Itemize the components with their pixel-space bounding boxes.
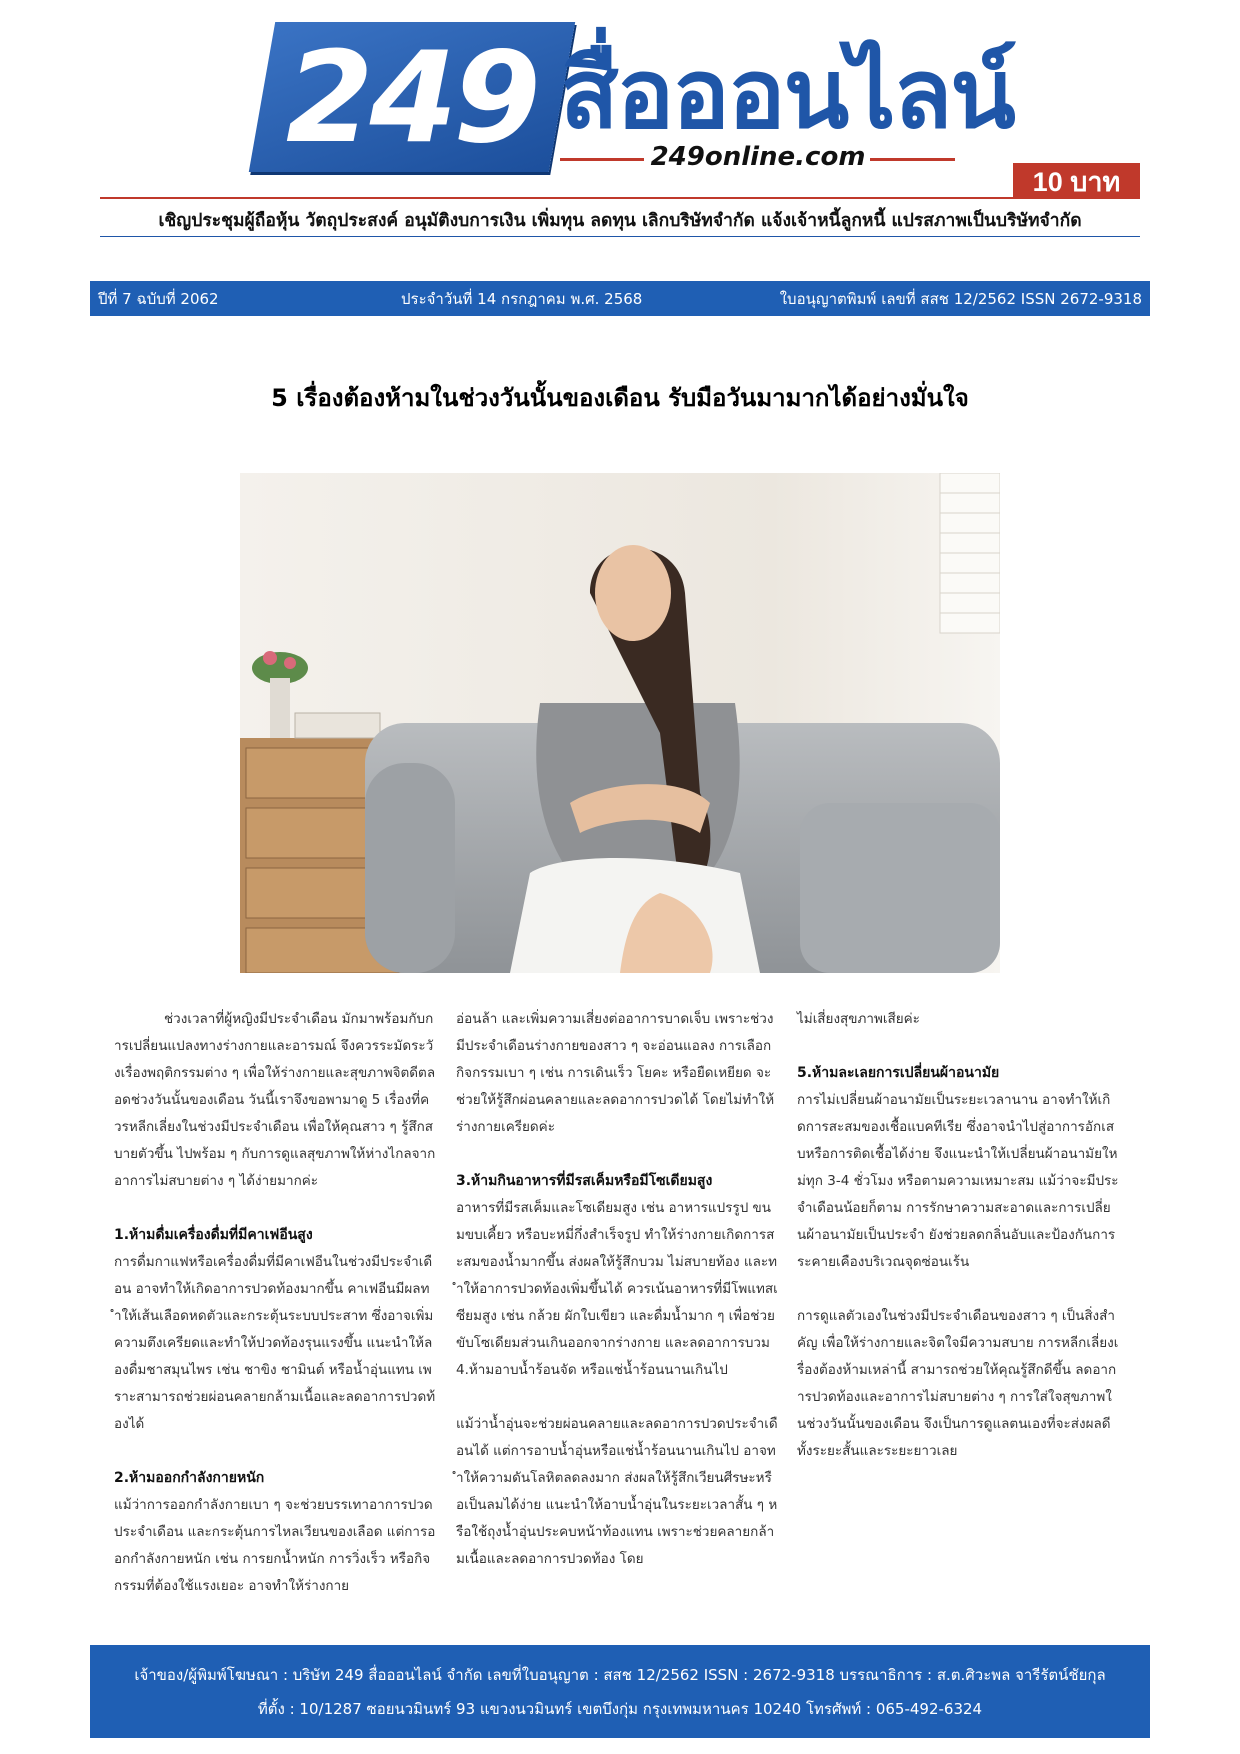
- masthead-tagline: เชิญประชุมผู้ถือหุ้น วัตถุประสงค์ อนุมัติงบการเงิน เพิ่มทุน ลดทุน เลิกบริษัทจำกัด แจ้งเจ้าหนี้ลูกหนี้ แปรสภาพเป็นบริษัทจำกัด: [158, 211, 1082, 231]
- section-heading-5: 5.ห้ามละเลยการเปลี่ยนผ้าอนามัย: [797, 1065, 1000, 1081]
- logo-rule-right: [870, 158, 955, 161]
- logo-rule-left: [560, 158, 644, 161]
- footer-address-line: ที่ตั้ง : 10/1287 ซอยนวมินทร์ 93 แขวงนวมินทร์ เขตบึงกุ่ม กรุงเทพมหานคร 10240 โทรศัพท์ : 065-492-6324: [257, 1699, 983, 1718]
- issue-number: ปีที่ 7 ฉบับที่ 2062: [98, 289, 219, 308]
- article-conclusion: การดูแลตัวเองในช่วงมีประจำเดือนของสาว ๆ เป็นสิ่งสำคัญ เพื่อให้ร่างกายและจิตใจมีความสบาย การหลีกเลี่ยงเรื่องต้องห้ามเหล่านี้ สามารถช่วยให้คุณรู้สึกดีขึ้น ลดอาการปวดท้องและอาการไม่สบายต่าง ๆ การใส่ใจสุขภาพในช่วงวันนั้นของเดือน จึงเป็นการดูแลตนเองที่จะส่งผลดีทั้งระยะสั้นและระยะยาวเลย: [797, 1308, 1119, 1459]
- section-heading-3: 3.ห้ามกินอาหารที่มีรสเค็มหรือมีโซเดียมสูง: [456, 1173, 713, 1189]
- article-headline: 5 เรื่องต้องห้ามในช่วงวันนั้นของเดือน รับมือวันมามากได้อย่างมั่นใจ: [271, 384, 969, 412]
- article-intro: ช่วงเวลาที่ผู้หญิงมีประจำเดือน มักมาพร้อมกับการเปลี่ยนแปลงทางร่างกายและอารมณ์ จึงควรระมัดระวังเรื่องพฤติกรรมต่าง ๆ เพื่อให้ร่างกายและสุขภาพจิตดีตลอดช่วงวันนั้นของเดือน วันนี้เราจึงขอพามาดู 5 เรื่องที่ควรหลีกเลี่ยงในช่วงมีประจำเดือน เพื่อให้คุณสาว ๆ รู้สึกสบายตัวขึ้น ไปพร้อม ๆ กับการดูแลสุขภาพให้ห่างไกลจากอาการไม่สบายต่าง ๆ ได้ง่ายมากค่ะ: [114, 1011, 436, 1189]
- section-body-2-cont: อ่อนล้า และเพิ่มความเสี่ยงต่ออาการบาดเจ็บ เพราะช่วงมีประจำเดือนร่างกายของสาว ๆ จะอ่อนแอลง การเลือกกิจกรรมเบา ๆ เช่น การเดินเร็ว โยคะ หรือยืดเหยียด จะช่วยให้รู้สึกผ่อนคลายและลดอาการปวดได้ โดยไม่ทำให้ร่างกายเครียดค่ะ: [456, 1011, 775, 1135]
- article-column-1: [114, 1006, 436, 1600]
- section-heading-2: 2.ห้ามออกกำลังกายหนัก: [114, 1470, 265, 1486]
- section-body-1: การดื่มกาแฟหรือเครื่องดื่มที่มีคาเฟอีนในช่วงมีประจำเดือน อาจทำให้เกิดอาการปวดท้องมากขึ้น คาเฟอีนมีผลทำให้เส้นเลือดหดตัวและกระตุ้นระบบประสาท ซึ่งอาจเพิ่มความตึงเครียดและทำให้ปวดท้องรุนแรงขึ้น แนะนำให้ลองดื่มชาสมุนไพร เช่น ชาขิง ชามินต์ หรือน้ำอุ่นแทน เพราะสามารถช่วยผ่อนคลายกล้ามเนื้อและลดอาการปวดท้องได้: [114, 1254, 436, 1432]
- footer-publisher-line: เจ้าของ/ผู้พิมพ์โฆษณา : บริษัท 249 สื่อออนไลน์ จำกัด เลขที่ใบอนุญาต : สสช 12/2562 ISSN : 2672-9318 บรรณาธิการ : ส.ต.ศิวะพล จารีรัตน์ชัยกุล: [134, 1665, 1106, 1684]
- issue-license: ใบอนุญาตพิมพ์ เลขที่ สสช 12/2562 ISSN 2672-9318: [779, 289, 1142, 308]
- section-body-2: แม้ว่าการออกกำลังกายเบา ๆ จะช่วยบรรเทาอาการปวดประจำเดือน และกระตุ้นการไหลเวียนของเลือด แต่การออกกำลังกายหนัก เช่น การยกน้ำหนัก การวิ่งเร็ว หรือกิจกรรมที่ต้องใช้แรงเยอะ อาจทำให้ร่างกาย: [114, 1497, 436, 1594]
- logo-number: 249: [249, 22, 575, 172]
- section-body-4-cont: ไม่เสี่ยงสุขภาพเสียค่ะ: [797, 1011, 920, 1027]
- section-body-4: แม้ว่าน้ำอุ่นจะช่วยผ่อนคลายและลดอาการปวดประจำเดือนได้ แต่การอาบน้ำอุ่นหรือแช่น้ำร้อนนานเกินไป อาจทำให้ความดันโลหิตลดลงมาก ส่งผลให้รู้สึกเวียนศีรษะหรือเป็นลมได้ง่าย แนะนำให้อาบน้ำอุ่นในระยะเวลาสั้น ๆ หรือใช้ถุงน้ำอุ่นประคบหน้าท้องแทน เพราะช่วยคลายกล้ามเนื้อและลดอาการปวดท้อง โดย: [456, 1416, 778, 1567]
- article-column-2: [456, 1006, 778, 1573]
- article-column-3: [797, 1006, 1119, 1465]
- logo-thai-wordmark: สื่อออนไลน์: [560, 38, 1014, 150]
- publisher-footer: [90, 1645, 1150, 1738]
- logo-domain: 249online.com: [650, 142, 866, 172]
- price-badge: 10 บาท: [1013, 163, 1140, 199]
- books: [295, 713, 380, 738]
- issue-bar: [90, 281, 1150, 316]
- section-body-5: การไม่เปลี่ยนผ้าอนามัยเป็นระยะเวลานาน อาจทำให้เกิดการสะสมของเชื้อแบคทีเรีย ซึ่งอาจนำไปสู่อาการอักเสบหรือการติดเชื้อได้ง่าย จึงแนะนำให้เปลี่ยนผ้าอนามัยใหม่ทุก 3-4 ชั่วโมง หรือตามความเหมาะสม แม้ว่าจะมีประจำเดือนน้อยก็ตาม การรักษาความสะอาดและการเปลี่ยนผ้าอนามัยเป็นประจำ ยังช่วยลดกลิ่นอับและป้องกันการระคายเคืองบริเวณจุดซ่อนเร้น: [797, 1092, 1119, 1270]
- issue-date: ประจำวันที่ 14 กรกฎาคม พ.ศ. 2568: [401, 289, 643, 308]
- tagline-rule: [100, 236, 1140, 237]
- article-photo: [240, 473, 1000, 973]
- section-heading-1: 1.ห้ามดื่มเครื่องดื่มที่มีคาเฟอีนสูง: [114, 1227, 313, 1243]
- window-blinds: [940, 473, 1000, 633]
- section-body-3: อาหารที่มีรสเค็มและโซเดียมสูง เช่น อาหารแปรรูป ขนมขบเคี้ยว หรือบะหมี่กึ่งสำเร็จรูป ทำให้ร่างกายเกิดการสะสมของน้ำมากขึ้น ส่งผลให้รู้สึกบวม ไม่สบายท้อง และทำให้อาการปวดท้องเพิ่มขึ้นได้ ควรเน้นอาหารที่มีโพแทสเซียมสูง เช่น กล้วย ผักใบเขียว และดื่มน้ำมาก ๆ เพื่อช่วยขับโซเดียมส่วนเกินออกจากร่างกาย และลดอาการบวม 4.ห้ามอาบน้ำร้อนจัด หรือแช่น้ำร้อนนานเกินไป: [456, 1200, 778, 1378]
- price-rule: [100, 197, 1140, 199]
